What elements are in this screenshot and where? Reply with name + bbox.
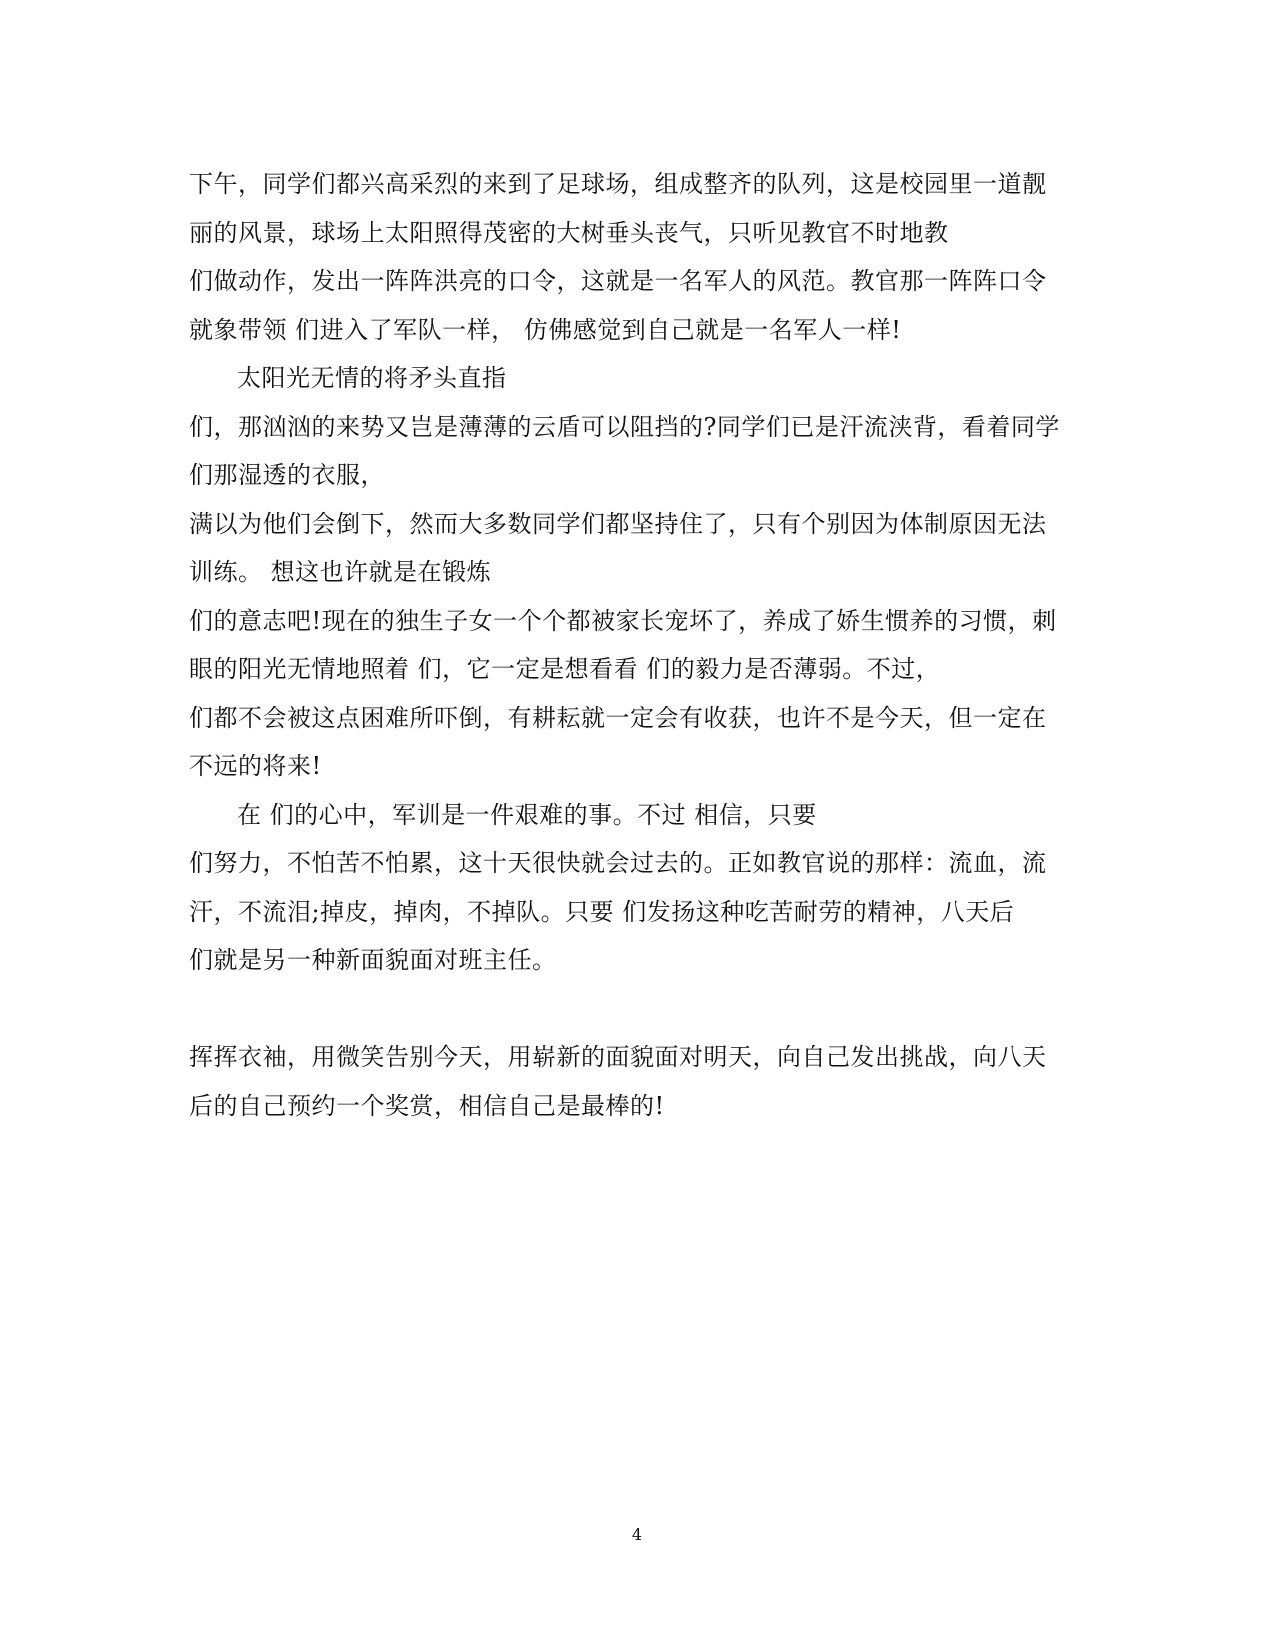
text-line: 下午，同学们都兴高采烈的来到了足球场，组成整齐的队列，这是校园里一道靓	[189, 170, 1047, 198]
paragraph	[189, 403, 1089, 500]
paragraph-spacer	[189, 985, 1089, 1034]
paragraph	[189, 936, 1089, 985]
document-body	[189, 160, 1089, 1130]
text-line: 满以为他们会倒下，然而大多数同学们都坚持住了，只有个别因为体制原因无法	[189, 509, 1047, 538]
text-line: 太阳光无情的将矛头直指	[237, 364, 507, 392]
text-line: 挥挥衣袖，用微笑告别今天，用崭新的面貌面对明天，向自己发出挑战，向八天	[189, 1043, 1047, 1071]
paragraph	[189, 160, 1089, 354]
text-line: 汗，不流泪;掉皮，掉肉，不掉队。只要 们发扬这种吃苦耐劳的精神，八天后	[189, 897, 1015, 926]
text-line: 们努力，不怕苦不怕累，这十天很快就会过去的。正如教官说的那样：流血，流	[189, 849, 1047, 877]
text-line: 后的自己预约一个奖赏，相信自己是最棒的!	[189, 1091, 665, 1120]
text-line: 们就是另一种新面貌面对班主任。	[189, 946, 557, 974]
paragraph	[189, 694, 1089, 791]
text-line: 训练。 想这也许就是在锻炼	[189, 558, 492, 586]
text-line: 丽的风景，球场上太阳照得茂密的大树垂头丧气，只听见教官不时地教	[189, 218, 949, 247]
paragraph	[189, 500, 1089, 597]
paragraph	[189, 354, 1089, 403]
text-line: 们那湿透的衣服，	[189, 461, 385, 489]
text-line: 们，那汹汹的来势又岂是薄薄的云盾可以阻挡的?同学们已是汗流浃背，看着同学	[189, 412, 1060, 441]
text-line: 不远的将来!	[189, 752, 322, 780]
paragraph	[189, 791, 1089, 840]
text-line: 眼的阳光无情地照着 们，它一定是想看看 们的毅力是否薄弱。不过，	[189, 655, 941, 683]
paragraph	[189, 597, 1089, 694]
text-line: 在 们的心中，军训是一件艰难的事。不过 相信，只要	[237, 800, 817, 829]
text-line: 们都不会被这点困难所吓倒，有耕耘就一定会有收获，也许不是今天，但一定在	[189, 703, 1047, 732]
text-line: 就象带领 们进入了军队一样， 仿佛感觉到自己就是一名军人一样!	[189, 315, 902, 344]
text-line: 们做动作，发出一阵阵洪亮的口令，这就是一名军人的风范。教官那一阵阵口令	[189, 267, 1047, 295]
paragraph	[189, 1033, 1089, 1130]
paragraph	[189, 839, 1089, 936]
page-number: 4	[631, 1525, 643, 1544]
text-line: 们的意志吧!现在的独生子女一个个都被家长宠坏了，养成了娇生惯养的习惯，刺	[189, 606, 1057, 635]
